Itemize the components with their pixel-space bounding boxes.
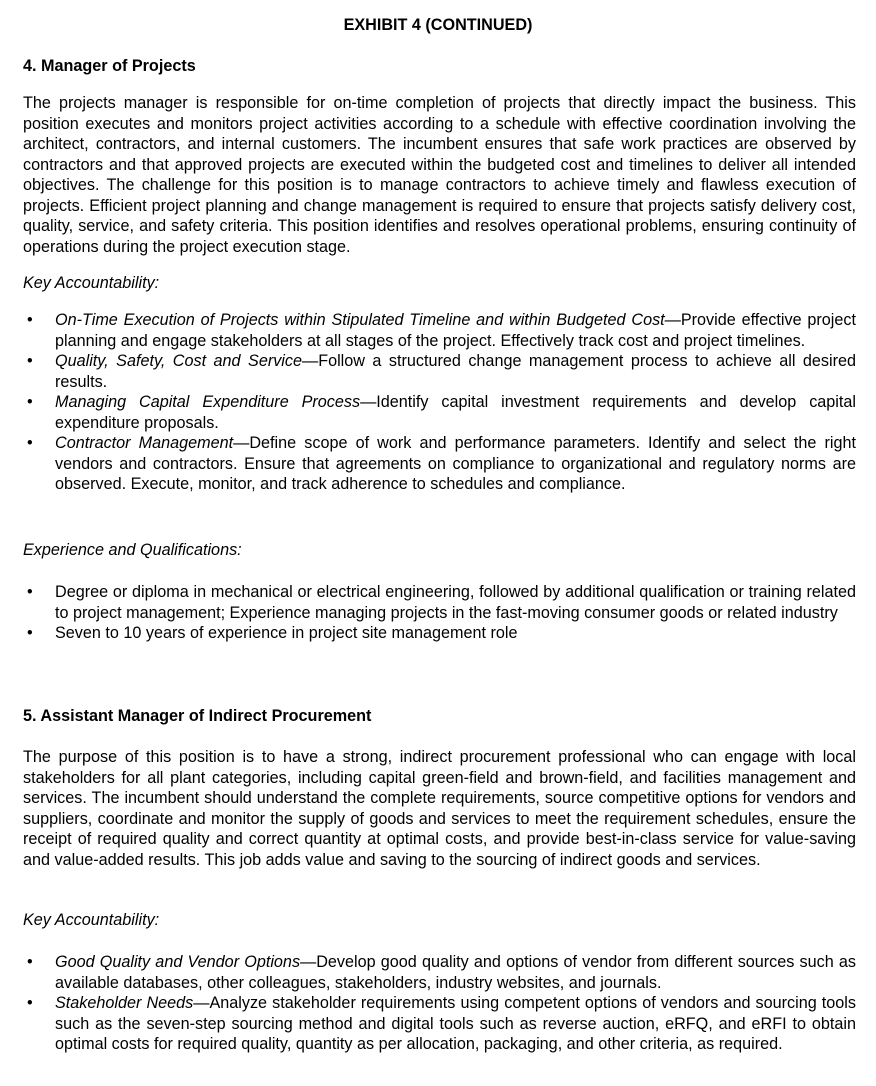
bullet-icon: • [27,953,33,971]
item-lead: Managing Capital Expenditure Process [55,393,361,412]
list-item [23,952,856,993]
list-item [23,582,856,623]
section-5-paragraph: The purpose of this position is to have a strong, indirect procurement professional who can engage with local stakeholders for all plant categories, including capital green-field and brown-field, and facilities management and services. The incumbent should understand the complete requirements, source competitive options for vendors and suppliers, coordinate and monitor the supply of goods and services to meet the requirement schedules, ensure the receipt of required quality and correct quantity at optimal costs, and provide best-in-class service for value-saving and value-added results. This job adds value and saving to the sourcing of indirect goods and services. [23,748,856,869]
bullet-icon: • [27,624,33,643]
section-4-experience-list [23,582,856,644]
list-item [23,623,856,644]
item-text: —Identify capital investment requirements and develop capital expenditure proposals. [55,393,856,432]
list-item [23,351,856,392]
section-4-key-list [23,310,856,495]
item-text: Degree or diploma in mechanical or electrical engineering, followed by additional qualification or training related to project management; Experience managing projects in the fast-moving consumer goods or related industry [55,583,856,622]
item-lead: Stakeholder Needs [55,994,194,1013]
section-4-heading: 4. Manager of Projects [23,57,196,75]
bullet-icon: • [27,352,33,371]
item-lead: Quality, Safety, Cost and Service [55,352,302,371]
item-text: Seven to 10 years of experience in project site management role [55,624,518,643]
bullet-icon: • [27,994,33,1013]
list-item [23,993,856,1055]
exhibit-title: EXHIBIT 4 (CONTINUED) [343,16,533,34]
item-lead: Contractor Management [55,434,234,453]
bullet-icon: • [27,583,33,601]
bullet-icon: • [27,393,33,412]
bullet-icon: • [27,311,33,329]
item-text: —Develop good quality and options of vendor from different sources such as available databases, other colleagues, stakeholders, industry websites, and journals. [55,953,856,992]
item-lead: On-Time Execution of Projects within Stipulated Timeline and within Budgeted Cost [55,311,665,329]
section-4-key-label: Key Accountability: [23,274,160,292]
section-4-paragraph: The projects manager is responsible for on-time completion of projects that directly impact the business. This position executes and monitors project activities according to a schedule with effective coordination involving the architect, contractors, and internal customers. The incumbent ensures that safe work practices are observed by contractors and that approved projects are executed within the budgeted cost and timelines to deliver all intended objectives. The challenge for this position is to manage contractors to achieve timely and flawless execution of projects. Efficient project planning and change management is required to ensure that projects satisfy delivery cost, quality, service, and safety criteria. This position identifies and resolves operational problems, ensuring continuity of operations during the project execution stage. [23,94,856,256]
item-text: —Analyze stakeholder requirements using competent options of vendors and sourcing tools such as the seven-step sourcing method and digital tools such as reverse auction, eRFQ, and eRFI to obtain optimal costs for required quality, quantity as per allocation, packaging, and other criteria, as required. [55,994,856,1054]
section-4-experience-label: Experience and Qualifications: [23,541,242,559]
item-text: —Follow a structured change management process to achieve all desired results. [55,352,856,391]
list-item [23,392,856,433]
item-lead: Good Quality and Vendor Options [55,953,301,971]
section-5-heading: 5. Assistant Manager of Indirect Procurement [23,707,372,725]
section-5-key-label: Key Accountability: [23,911,160,929]
list-item [23,310,856,351]
item-text: —Define scope of work and performance parameters. Identify and select the right vendors and contractors. Ensure that agreements on compliance to organizational and regulatory norms are observed. Execute, monitor, and track adherence to schedules and compliance. [55,434,856,494]
bullet-icon: • [27,434,33,453]
list-item [23,433,856,495]
section-5-key-list [23,952,856,1055]
item-text: —Provide effective project planning and engage stakeholders at all stages of the project. Effectively track cost and project timelines. [55,311,857,350]
